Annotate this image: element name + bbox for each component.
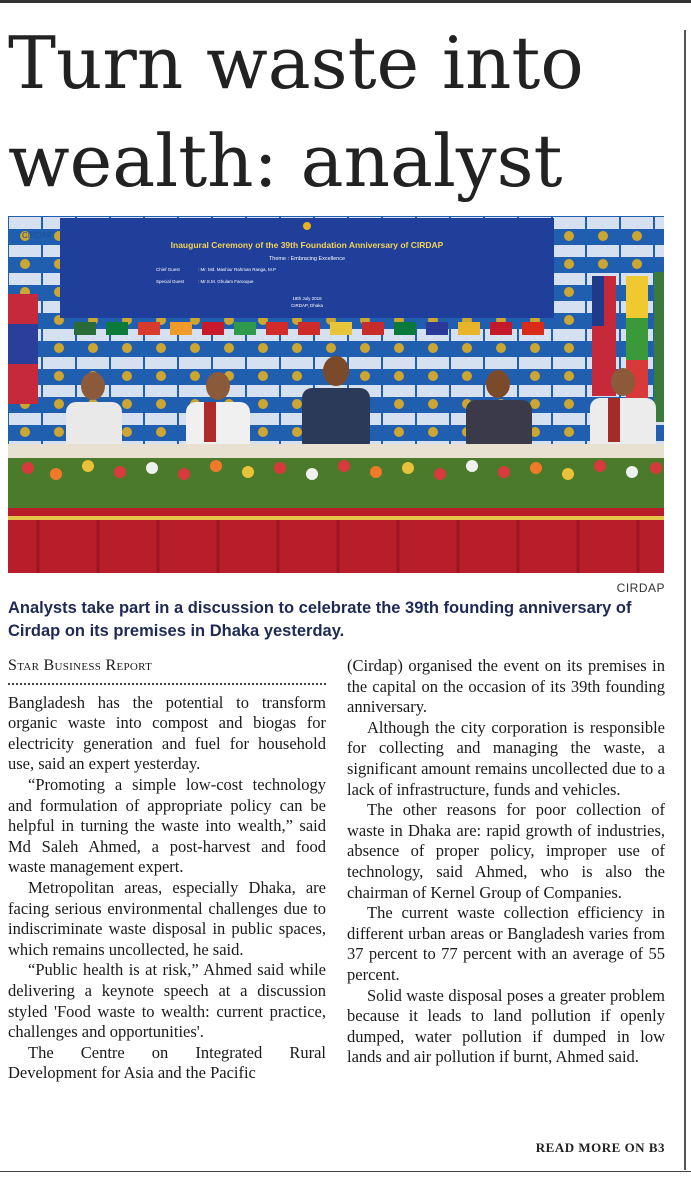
read-more-link[interactable]: READ MORE ON B3: [535, 1140, 665, 1155]
flag-strip: [74, 322, 544, 335]
article-paragraph: The Centre on Integrated Rural Development for Asia and the Pacific: [8, 1042, 326, 1083]
backdrop-logo-text: CIRDAP: [22, 231, 53, 240]
article-paragraph: “Public health is at risk,” Ahmed said while delivering a keynote speech at a discussion styled 'Food waste to wealth: current practice, challenges and opportunities'.: [8, 960, 326, 1042]
banner-venue: CIRDAP, Dhaka: [291, 303, 323, 308]
column-rule: [684, 30, 686, 1170]
headline-line-1: Turn waste into: [8, 21, 584, 105]
headline: [8, 14, 668, 210]
bottom-rule: [0, 1171, 691, 1172]
byline: Star Business Report: [8, 657, 153, 674]
photo-caption: Analysts take part in a discussion to celebrate the 39th founding anniversary of Cirdap on its premises in Dhaka yesterday.: [8, 599, 632, 640]
article-paragraph: Although the city corporation is responsible for collecting and managing the waste, a significant amount remains uncollected due to a lack of infrastructure, funds and vehicles.: [347, 717, 665, 799]
article-paragraph: Solid waste disposal poses a greater problem because it leads to land pollution if openly dumped, water pollution if dumped in low lands and air pollution if burnt, Ahmed said.: [347, 985, 665, 1067]
article-paragraph: Bangladesh has the potential to transform organic waste into compost and biogas for electricity generation and fuel for household use, said an expert yesterday.: [8, 692, 326, 774]
headline-line-2: wealth: analyst: [8, 119, 563, 203]
article-paragraph: The current waste collection efficiency in different urban areas or Bangladesh varies from 37 percent to 77 percent with an average of 55 percent.: [347, 903, 665, 984]
chief-guest-name: : Mr. Md. Mashiur Rahman Ranga, M.P: [198, 267, 277, 272]
banner-theme: Theme : Embracing Excellence: [268, 256, 346, 262]
article-paragraph: Metropolitan areas, especially Dhaka, are facing serious environmental challenges due to indiscriminate waste disposal in public spaces, which remains uncollected, he said.: [8, 877, 326, 959]
article-paragraph: “Promoting a simple low-cost technology and formulation of appropriate policy can be helpful in turning the waste into wealth,” said Md Saleh Ahmed, a post-harvest and food waste management expert.: [8, 774, 326, 877]
news-photo: [8, 216, 664, 573]
banner-title: Inaugural Ceremony of the 39th Foundation Anniversary of CIRDAP: [170, 240, 444, 250]
top-rule: [0, 0, 691, 3]
photo-credit: CIRDAP: [616, 581, 665, 595]
article-column-left: [8, 656, 326, 1084]
article-column-right: [347, 656, 665, 1068]
byline-divider: [8, 681, 326, 685]
article-paragraph: The other reasons for poor collection of waste in Dhaka are: rapid growth of industries, absence of proper policy, improper use of technology, said Ahmed, who is also the chairman of Kernel Group of Companies.: [347, 800, 665, 902]
special-guest-name: : Mr.S.M. Ghulam Farooque: [198, 279, 254, 284]
article-paragraph: (Cirdap) organised the event on its premises in the capital on the occasion of its 39th founding anniversary.: [347, 656, 665, 717]
chief-guest-label: Chief Guest: [156, 267, 180, 272]
banner-date: 18th July 2018: [292, 296, 322, 301]
special-guest-label: Special Guest: [156, 279, 185, 284]
